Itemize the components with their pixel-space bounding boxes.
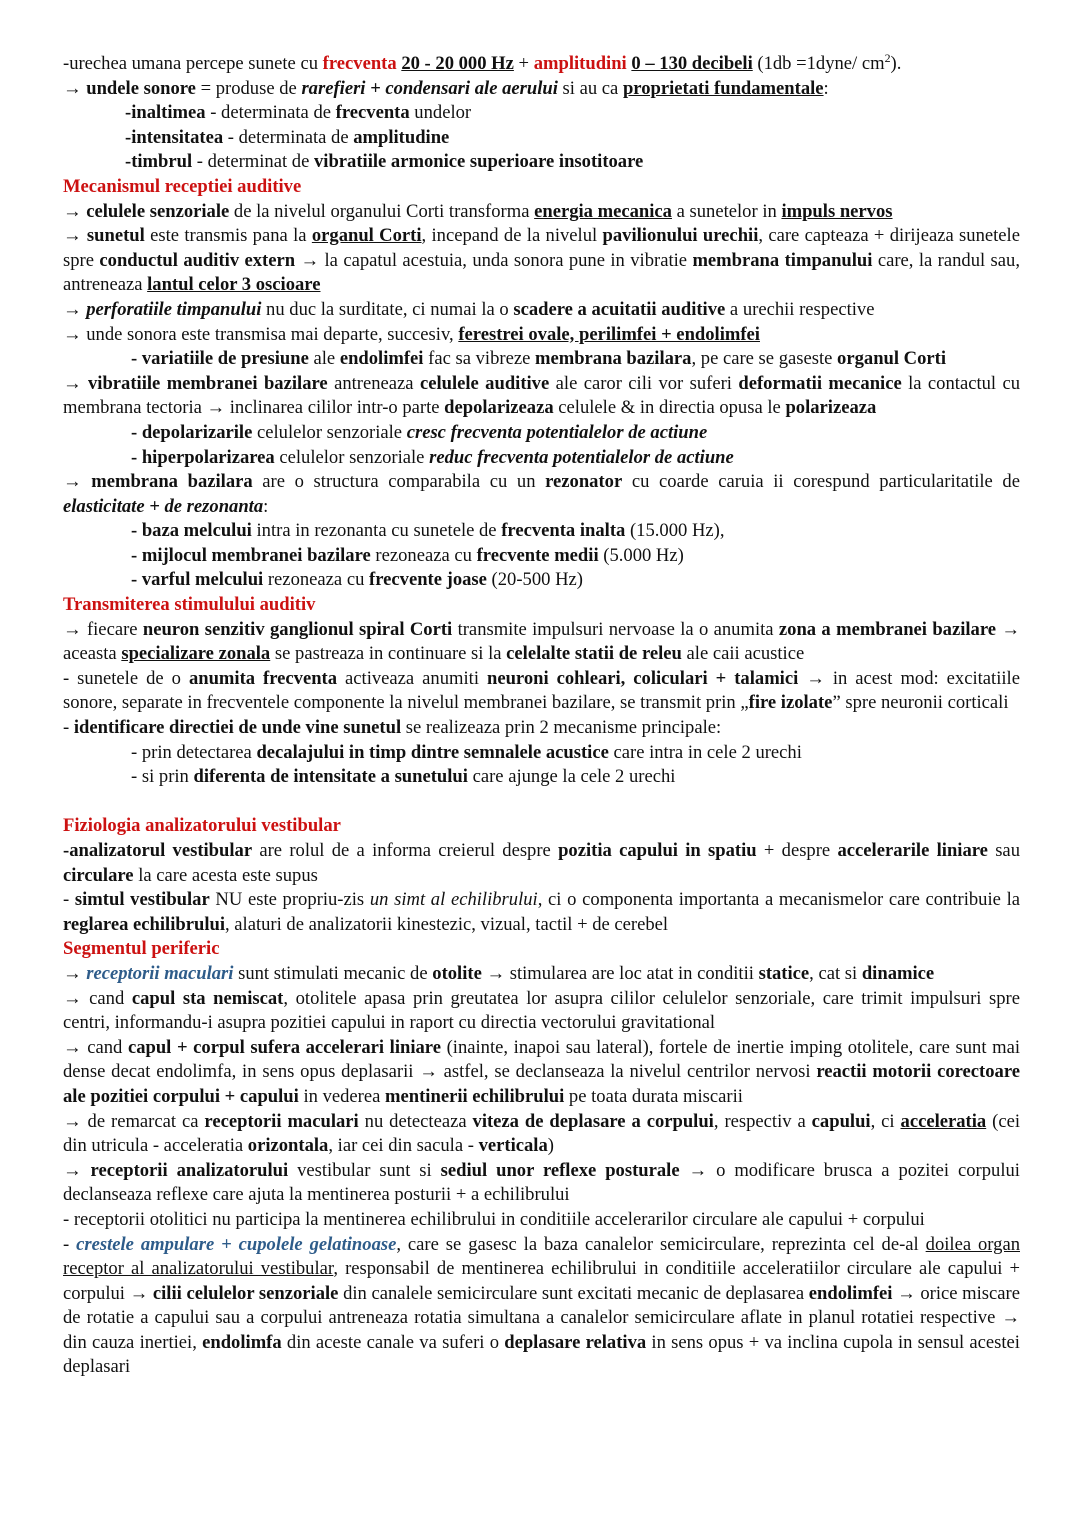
text-run: , iar cei din sacula -: [328, 1135, 479, 1157]
term-organul-corti-2: organul Corti: [837, 348, 947, 370]
arrow-glyph: →: [63, 1036, 88, 1058]
superscript-square: 2: [884, 50, 891, 65]
text-run: , responsabil de mentinerea echilibrului in conditiile acceleratiilor circulare ale capului + corpului →: [63, 1258, 1020, 1304]
text-run: ale caror cili vor suferi: [549, 372, 739, 394]
text-run: + despre: [756, 840, 838, 861]
text-run: cu coarde caruia ii corespund particularitatile de: [622, 471, 1020, 493]
arrow-glyph: →: [63, 225, 87, 247]
text-run: are rolul de a informa creierul despre: [252, 840, 559, 861]
term-accelerari-liniare: accelerarile liniare: [837, 840, 988, 861]
list-item-variatii-presiune: [63, 347, 1020, 372]
text-run: sau: [987, 840, 1020, 861]
text-run: la care acesta este supus: [133, 864, 318, 886]
term-pavilionul-urechii: pavilionului urechii: [602, 225, 759, 247]
list-item-intensitatea: [63, 126, 1020, 151]
term-viteza-deplasare: viteza de deplasare a corpului: [472, 1110, 714, 1132]
text-run: - determinata de: [205, 102, 336, 124]
text-run: celulelor senzoriale: [252, 421, 407, 443]
arrow-glyph: →: [63, 298, 87, 320]
text-run: , care se gasesc la baza canalelor semicirculare, reprezinta cel de-al: [396, 1233, 926, 1255]
arrow-glyph: →: [63, 618, 87, 640]
list-item-baza-melcului: [63, 519, 1020, 544]
arrow-glyph: →: [63, 200, 87, 222]
text-run: - receptorii otolitici nu participa la mentinerea echilibrului in conditiile accelerarilor circulare ale capului + corpului: [63, 1208, 925, 1230]
term-endolimfa: endolimfa: [202, 1331, 282, 1353]
text-run: = produse de: [195, 77, 302, 99]
term-vibratiile-membranei: vibratiile membranei bazilare: [88, 372, 328, 394]
text-run: → in acest mod: excitatiile sonore, separate in frecventele componente la nivelul membranei bazilare, se transmit prin „: [63, 667, 1020, 714]
list-item-depolarizarile: [63, 421, 1020, 446]
term-orizontala: orizontala: [247, 1135, 329, 1157]
text-run: este transmis pana la: [144, 225, 312, 247]
term-capul-corpul-accelerari: capul + corpul sufera accelerari liniare: [127, 1036, 441, 1058]
term-amplitudine: amplitudine: [353, 126, 450, 148]
term-intensitatea: -intensitatea: [125, 126, 224, 148]
text-run: transmite impulsuri nervoase la o anumita: [452, 618, 779, 640]
term-endolimfei: endolimfei: [339, 348, 424, 370]
heading-fiziologia-analizatorului-vestibular: Fiziologia analizatorului vestibular: [63, 815, 341, 837]
term-frecvente-joase: frecvente joase: [369, 569, 487, 591]
text-run: (inainte, inapoi sau lateral), fortele de inertie imping otolitele, care sunt mai dense decat endolimfa, in sens opus deplasarii → astfel, se declanseaza la nivelul centrilor nervosi: [63, 1036, 1020, 1083]
term-fire-izolate: fire izolate: [748, 692, 833, 714]
arrow-glyph: →: [63, 962, 87, 984]
value-amplitude-range: 0 – 130 decibeli: [631, 53, 753, 74]
text-run: → aceasta: [63, 618, 1020, 665]
text-run: :: [823, 77, 829, 99]
text-run: sunt stimulati mecanic de: [233, 962, 433, 984]
value-15000hz: (15.000 Hz),: [625, 520, 725, 542]
text-run: → o modificare brusca a pozitei corpului declanseaza reflexe care ajuta la mentinerea posturii + a echilibrului: [63, 1159, 1020, 1206]
text-run: → orice miscare de rotatie a capului sau a corpului antreneaza rotatia simultana a canalelor semicirculare aflate in planul rotatiei respective → din cauza inertiei,: [63, 1282, 1020, 1353]
text-run: cand: [87, 1036, 128, 1058]
text-run: , incepand de la nivelul: [421, 225, 603, 247]
text-run: rezoneaza cu: [263, 569, 370, 591]
term-celulele-senzoriale: celulele senzoriale: [86, 200, 230, 222]
term-varful-melcului: - varful melcului: [131, 569, 264, 591]
text-run: , respectiv a: [713, 1110, 812, 1132]
paragraph-accelerari-liniare: [63, 1036, 1020, 1110]
term-hiperpolarizarea: - hiperpolarizarea: [131, 446, 275, 468]
text-run: ale: [308, 348, 340, 370]
paragraph-creste-ampulare: [63, 1233, 1020, 1381]
term-inaltimea: -inaltimea: [125, 102, 206, 124]
text-run: in vederea: [298, 1085, 386, 1107]
text-run: care, la randul sau, antreneaza: [63, 249, 1020, 296]
term-statice: statice: [758, 962, 810, 984]
text-run: -: [63, 717, 74, 739]
term-pozitia-capului: pozitia capului in spatiu: [558, 840, 757, 861]
term-elasticitate-rezonanta: elasticitate + de rezonanta: [63, 495, 264, 517]
list-item-inaltimea: [63, 101, 1020, 126]
paragraph-neuron-senzitiv: [63, 618, 1020, 667]
text-run: , otolitele apasa prin greutatea lor asupra cililor celulelor senzoriale, care trimit impulsuri spre centri, informandu-i asupra pozitiei capului in raport cu directia vectorului gravitational: [63, 987, 1021, 1034]
list-item-hiperpolarizarea: [63, 446, 1020, 471]
text-run: , alaturi de analizatorii kinestezic, vizual, tactil + de cerebel: [225, 913, 669, 935]
paragraph-receptori-maculari-acceleratie: [63, 1110, 1020, 1159]
term-celulele-auditive: celulele auditive: [419, 372, 550, 394]
term-rezonator: rezonator: [545, 471, 623, 493]
term-receptorii-analizatorului: receptorii analizatorului: [90, 1159, 289, 1181]
list-item-mijloc-membrana: [63, 544, 1020, 569]
list-item-diferenta-intensitate: [63, 765, 1020, 790]
arrow-glyph: →: [63, 1110, 88, 1132]
term-frecventa-inalta: frecventa inalta: [501, 520, 626, 542]
text-run: (1db =1dyne/ cm: [752, 53, 885, 74]
term-depolarizeaza: depolarizeaza: [444, 397, 554, 419]
term-variatiile-presiune: - variatiile de presiune: [131, 348, 309, 370]
text-run: - prin detectarea: [131, 741, 257, 763]
text-run: se realizeaza prin 2 mecanisme principale:: [401, 717, 722, 739]
term-rarefieri-condensari: rarefieri + condensari ale aerului: [301, 77, 558, 99]
text-run: -: [63, 889, 75, 911]
heading-segmentul-periferic: Segmentul periferic: [63, 938, 220, 960]
text-run: -: [63, 1233, 77, 1255]
term-acceleratia: acceleratia: [900, 1110, 987, 1132]
text-run: celulele & in directia opusa le: [553, 397, 786, 419]
arrow-glyph: →: [63, 1159, 91, 1181]
term-impuls-nervos: impuls nervos: [781, 200, 893, 222]
text-run: → stimularea are loc atat in conditii: [481, 962, 759, 984]
text-run: unde sonora este transmisa mai departe, succesiv,: [86, 323, 459, 345]
text-run: a urechii respective: [725, 298, 875, 320]
term-cresc-frecventa-pa: cresc frecventa potentialelor de actiune: [406, 421, 708, 443]
text-run: undelor: [409, 102, 472, 124]
text-run: :: [263, 495, 269, 517]
arrow-glyph: →: [63, 471, 92, 493]
term-membrana-bazilara: membrana bazilara: [534, 348, 692, 370]
text-run: , ci: [870, 1110, 901, 1132]
term-timbrul: -timbrul: [125, 151, 193, 173]
text-run: are o structura comparabila cu un: [252, 471, 546, 493]
term-neuron-senzitiv-corti: neuron senzitiv ganglionul spiral Corti: [142, 618, 453, 640]
term-endolimfei-2: endolimfei: [808, 1282, 893, 1304]
paragraph-receptorii-maculari: [63, 962, 1020, 987]
text-run: se pastreaza in continuare si la: [270, 643, 507, 665]
text-run: , ci o componenta importanta a mecanismelor care contribuie la: [537, 889, 1021, 911]
text-run: la contactul cu membrana tectoria → inclinarea cililor intr-o parte: [63, 372, 1021, 419]
term-scadere-acuitate: scadere a acuitatii auditive: [513, 298, 726, 320]
text-run: , pe care se gaseste: [691, 348, 838, 370]
term-depolarizarile: - depolarizarile: [131, 421, 253, 443]
paragraph-receptori-otolitici: [63, 1208, 1020, 1233]
text-run: nu duc la surditate, ci numai la o: [261, 298, 514, 320]
list-item-decalaj-timp: [63, 741, 1020, 766]
term-verticala: verticala: [478, 1135, 548, 1157]
paragraph-undele-sonore: [63, 77, 1020, 102]
term-frecventa-2: frecventa: [335, 102, 410, 124]
term-baza-melcului: - baza melcului: [131, 520, 252, 542]
text-run: , cat si: [809, 962, 862, 984]
term-undele-sonore: undele sonore: [86, 77, 196, 99]
term-frecvente-medii: frecvente medii: [476, 544, 599, 566]
text-run: din aceste canale va suferi o: [281, 1331, 505, 1353]
term-cilii-celulelor-senzoriale: cilii celulelor senzoriale: [152, 1282, 339, 1304]
paragraph-perforatii-timpan: [63, 298, 1020, 323]
arrow-glyph: →: [63, 372, 88, 394]
term-lantul-oscioare: lantul celor 3 oscioare: [147, 274, 321, 296]
term-mentinerii-echilibrului: mentinerii echilibrului: [385, 1085, 565, 1107]
term-receptorii-maculari: receptorii maculari: [86, 962, 234, 984]
section-spacer: [63, 790, 1020, 815]
term-circulare: circulare: [63, 864, 134, 886]
text-run: NU este propriu-zis: [209, 889, 370, 911]
term-identificare-directie: identificare directiei de unde vine sunetul: [73, 717, 402, 739]
list-item-timbrul: [63, 150, 1020, 175]
term-deformatii-mecanice: deformatii mecanice: [738, 372, 902, 394]
value-20-500hz: (20-500 Hz): [486, 569, 583, 591]
paragraph-membrana-bazilara-rezonator: [63, 470, 1020, 519]
term-reglarea-echilibrului: reglarea echilibrului: [63, 913, 225, 935]
paragraph-analizator-vestibular-rol: [63, 839, 1020, 888]
term-deplasare-relativa: deplasare relativa: [504, 1331, 647, 1353]
paragraph-vibratii-membrana-bazilare: [63, 372, 1020, 421]
text-run: +: [513, 53, 534, 74]
term-reduc-frecventa-pa: reduc frecventa potentialelor de actiune: [429, 446, 734, 468]
heading-transmiterea-stimulului-auditiv: Transmiterea stimulului auditiv: [63, 594, 316, 616]
term-energia-mecanica: energia mecanica: [534, 200, 672, 222]
text-run: care ajunge la cele 2 urechi: [467, 766, 676, 788]
term-capului: capului: [811, 1110, 871, 1132]
text-run: celulelor senzoriale: [274, 446, 430, 468]
text-run: de la nivelul organului Corti transforma: [229, 200, 535, 222]
term-simtul-vestibular: simtul vestibular: [74, 889, 210, 911]
text-run: , care capteaza + dirijeaza sunetele spre: [63, 225, 1020, 271]
term-perforatiile-timpanului: perforatiile timpanului: [86, 298, 262, 320]
text-run: nu detecteaza: [358, 1110, 473, 1132]
text-run: vestibular sunt si: [288, 1159, 441, 1181]
text-run: a sunetelor in: [671, 200, 782, 222]
text-run: ale caii acustice: [681, 643, 805, 665]
text-run: - sunetele de o: [63, 667, 189, 689]
term-doilea-organ-receptor: doilea organ receptor al analizatorului vestibular: [63, 1233, 1020, 1280]
text-run: - determinat de: [192, 151, 314, 173]
text-run: -urechea umana percepe sunete cu: [63, 53, 323, 74]
paragraph-simtul-vestibular: [63, 888, 1020, 937]
term-membrana-timpanului: membrana timpanului: [692, 249, 873, 271]
paragraph-unda-sonora-transmisa: [63, 323, 1020, 348]
term-receptorii-maculari-2: receptorii maculari: [204, 1110, 359, 1132]
paragraph-reflexe-posturale: [63, 1159, 1020, 1208]
text-run: ” spre neuronii corticali: [832, 692, 1009, 714]
term-zona-membranei-bazilare: zona a membranei bazilare: [778, 618, 997, 640]
text-run: (cei din utricula - acceleratia: [63, 1110, 1020, 1157]
term-frecventa: frecventa: [322, 53, 397, 74]
paragraph-capul-nemiscat: [63, 987, 1020, 1036]
term-neuroni-cohleari: neuroni cohleari, coliculari + talamici: [486, 667, 799, 689]
paragraph-celulele-senzoriale: [63, 200, 1020, 225]
term-ferestrei-ovale: ferestrei ovale, perilimfei + endolimfei: [458, 323, 760, 345]
text-run: si au ca: [557, 77, 623, 99]
text-run: de remarcat ca: [87, 1110, 205, 1132]
term-amplitudini: amplitudini: [533, 53, 627, 74]
text-run: rezoneaza cu: [370, 544, 477, 566]
value-frequency-range: 20 - 20 000 Hz: [401, 53, 514, 74]
term-diferenta-intensitate: diferenta de intensitate a sunetului: [193, 766, 468, 788]
term-dinamice: dinamice: [861, 962, 935, 984]
text-run: ).: [890, 53, 902, 74]
arrow-glyph: →: [63, 77, 87, 99]
term-polarizeaza: polarizeaza: [785, 397, 877, 419]
heading-mecanismul-receptiei-auditive: Mecanismul receptiei auditive: [63, 175, 302, 197]
term-conduct-auditiv-extern: conductul auditiv extern: [99, 249, 296, 271]
term-membrana-bazilara-2: membrana bazilara: [91, 471, 253, 493]
text-run: fac sa vibreze: [423, 348, 535, 370]
text-run: din canalele semicirculare sunt excitati mecanic de deplasarea: [338, 1282, 809, 1304]
text-run: cand: [89, 987, 132, 1009]
term-reactii-motorii-corectoare: reactii motorii corectoare ale pozitiei corpului + capului: [63, 1061, 1020, 1107]
paragraph-sunete-frecventa-neuroni: [63, 667, 1020, 716]
text-run: pe toata durata miscarii: [564, 1085, 743, 1107]
value-5000hz: (5.000 Hz): [598, 544, 684, 566]
arrow-glyph: →: [63, 987, 90, 1009]
paragraph-sunetul-transmis: [63, 224, 1020, 298]
term-organul-corti: organul Corti: [311, 225, 422, 247]
text-run: in sens opus + va inclina cupola in sensul acestei deplasari: [63, 1331, 1020, 1378]
term-sediul-reflexe-posturale: sediul unor reflexe posturale: [440, 1159, 680, 1181]
text-run: ): [547, 1135, 554, 1157]
term-proprietati-fundamentale: proprietati fundamentale: [622, 77, 824, 99]
list-item-varful-melcului: [63, 568, 1020, 593]
term-anumita-frecventa: anumita frecventa: [188, 667, 338, 689]
text-run: care intra in cele 2 urechi: [608, 741, 802, 763]
paragraph-ear-perception: [63, 52, 1020, 77]
term-analizatorul-vestibular: -analizatorul vestibular: [63, 840, 253, 861]
term-otolite: otolite: [432, 962, 482, 984]
term-capul-sta-nemiscat: capul sta nemiscat: [131, 987, 284, 1009]
document-body: [63, 52, 1020, 1380]
term-vibratii-armonice: vibratiile armonice superioare insotitoare: [313, 151, 644, 173]
arrow-glyph: →: [63, 323, 87, 345]
text-run: - si prin: [131, 766, 194, 788]
text-run: antreneaza: [327, 372, 420, 394]
paragraph-identificare-directie: [63, 716, 1020, 741]
term-decalaj-semnale: decalajului in timp dintre semnalele acustice: [256, 741, 609, 763]
term-specializare-zonala: specializare zonala: [121, 643, 271, 665]
term-statii-releu: celelalte statii de releu: [506, 643, 682, 665]
text-run: intra in rezonanta cu sunetele de: [251, 520, 502, 542]
term-sunetul: sunetul: [86, 225, 145, 247]
term-simt-echilibru: un simt al echilibrului: [369, 889, 538, 911]
text-run: activeaza anumiti: [337, 667, 487, 689]
text-run: → la capatul acestuia, unda sonora pune in vibratie: [295, 249, 693, 271]
term-crestele-ampulare: crestele ampulare + cupolele gelatinoase: [76, 1233, 397, 1255]
text-run: - determinata de: [223, 126, 354, 148]
text-run: fiecare: [86, 618, 143, 640]
term-mijlocul-membranei: - mijlocul membranei bazilare: [131, 544, 371, 566]
